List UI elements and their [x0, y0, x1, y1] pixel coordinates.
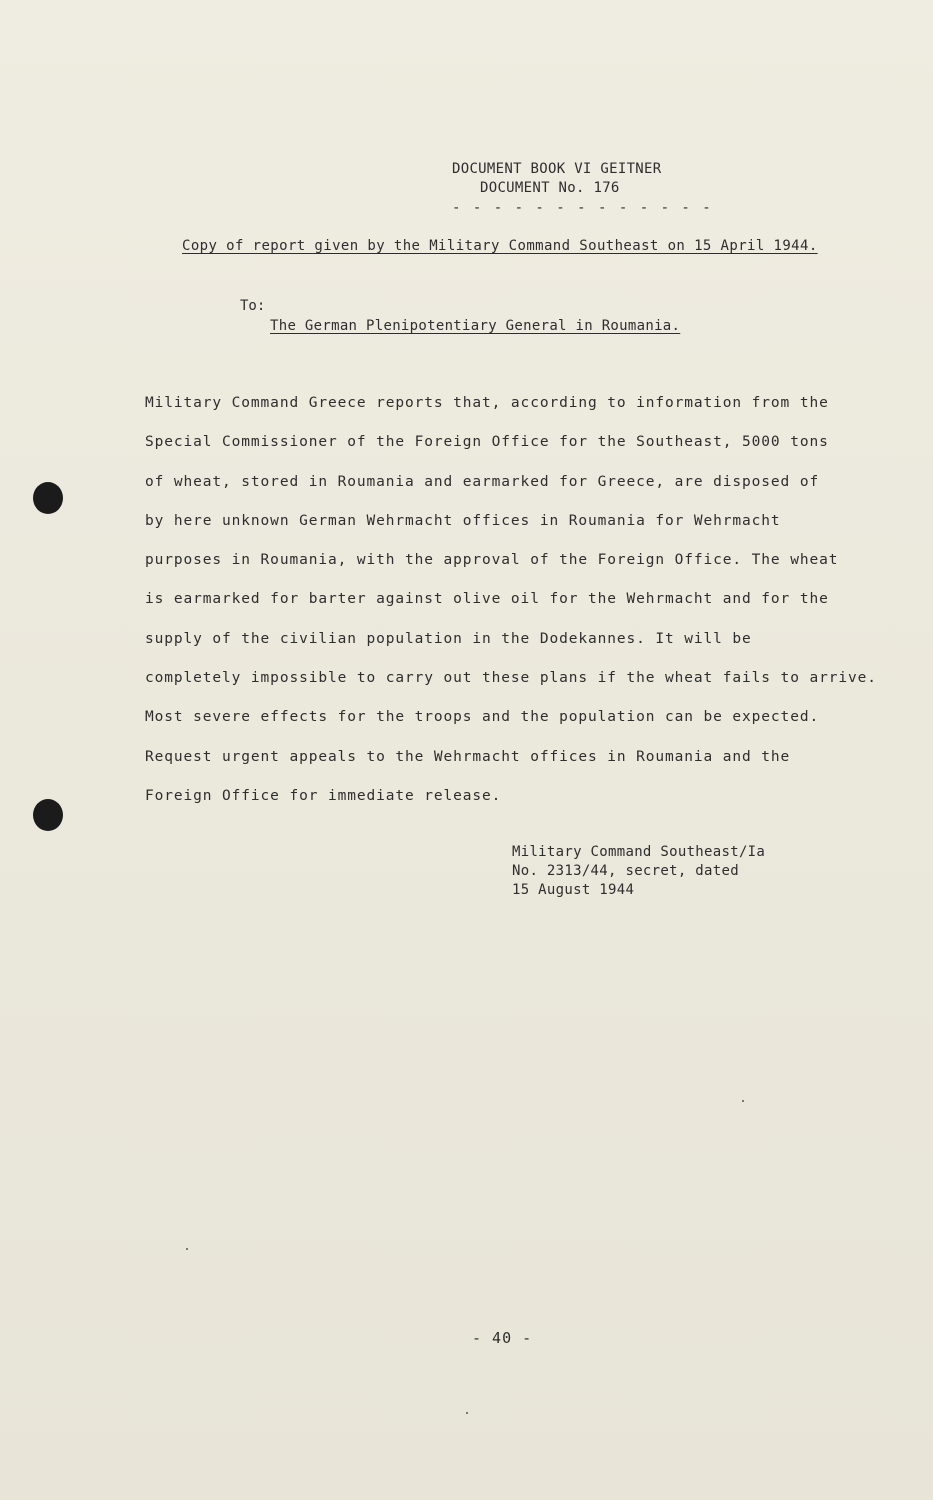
page-number: - 40 - — [472, 1329, 533, 1347]
body-line: supply of the civilian population in the Dodekannes. It will be — [145, 630, 752, 647]
signature-block — [512, 843, 765, 900]
report-body — [145, 393, 895, 825]
signature-reference: No. 2313/44, secret, dated — [512, 863, 739, 879]
body-line: is earmarked for barter against olive oil for the Wehrmacht and for the — [145, 591, 829, 608]
header-separator: - - - - - - - - - - - - - — [452, 200, 713, 216]
signature-date: 15 August 1944 — [512, 882, 635, 898]
body-line: by here unknown German Wehrmacht offices in Roumania for Wehrmacht — [145, 512, 781, 529]
signature-sender: Military Command Southeast/Ia — [512, 844, 766, 860]
punch-hole-bottom — [33, 799, 63, 831]
recipient: The German Plenipotentiary General in Roumania. — [270, 318, 681, 334]
paper-speck — [466, 1412, 468, 1414]
to-label: To: — [240, 298, 266, 314]
punch-hole-top — [33, 482, 63, 514]
body-line: purposes in Roumania, with the approval of the Foreign Office. The wheat — [145, 552, 839, 569]
body-line: Military Command Greece reports that, according to information from the — [145, 395, 829, 411]
body-line: completely impossible to carry out these plans if the wheat fails to arrive. — [145, 670, 877, 687]
body-line: of wheat, stored in Roumania and earmarked for Greece, are disposed of — [145, 473, 820, 490]
body-line: Special Commissioner of the Foreign Office for the Southeast, 5000 tons — [145, 434, 829, 451]
body-line: Request urgent appeals to the Wehrmacht offices in Roumania and the — [145, 748, 791, 765]
document-subject: Copy of report given by the Military Command Southeast on 15 April 1944. — [182, 238, 818, 254]
document-number: DOCUMENT No. 176 — [480, 180, 620, 196]
paper-speck — [186, 1248, 188, 1250]
document-book-title: DOCUMENT BOOK VI GEITNER — [452, 161, 662, 177]
body-line: Most severe effects for the troops and the population can be expected. — [145, 709, 820, 726]
body-line: Foreign Office for immediate release. — [145, 787, 502, 804]
document-header — [452, 160, 713, 218]
paper-speck — [742, 1100, 744, 1102]
